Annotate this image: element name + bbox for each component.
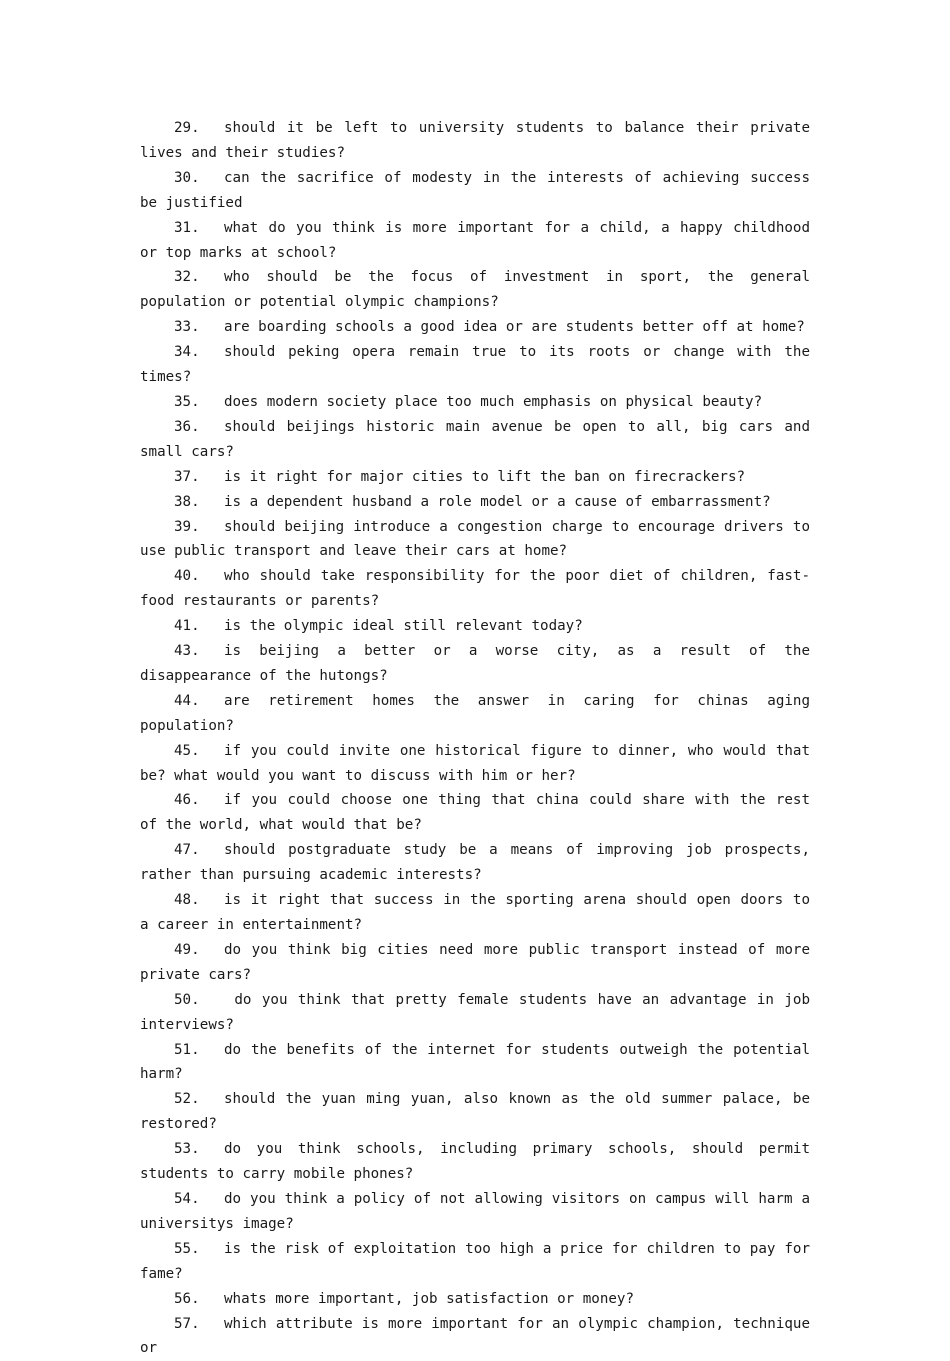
list-item: [140, 614, 810, 639]
item-number: 43.: [174, 639, 224, 664]
item-text: are retirement homes the answer in caring for chinas aging population?: [140, 693, 810, 734]
item-number: 55.: [174, 1237, 224, 1262]
item-text: is a dependent husband a role model or a cause of embarrassment?: [224, 494, 771, 510]
item-number: 37.: [174, 465, 224, 490]
item-text: which attribute is more important for an olympic champion, technique or: [140, 1316, 810, 1357]
list-item: [140, 315, 810, 340]
item-text: does modern society place too much emphasis on physical beauty?: [224, 394, 762, 410]
item-number: 36.: [174, 415, 224, 440]
list-item: [140, 216, 810, 266]
item-text: do you think a policy of not allowing visitors on campus will harm a universitys image?: [140, 1191, 810, 1232]
list-item: [140, 1312, 810, 1361]
list-item: [140, 888, 810, 938]
item-number: 52.: [174, 1087, 224, 1112]
item-number: 35.: [174, 390, 224, 415]
item-number: 50.: [174, 988, 224, 1013]
list-item: [140, 938, 810, 988]
item-number: 45.: [174, 739, 224, 764]
item-number: 51.: [174, 1038, 224, 1063]
item-text: is the olympic ideal still relevant today?: [224, 618, 583, 634]
item-text: do you think big cities need more public transport instead of more private cars?: [140, 942, 810, 983]
item-text: is it right that success in the sporting arena should open doors to a career in entertainment?: [140, 892, 810, 933]
item-number: 31.: [174, 216, 224, 241]
item-number: 49.: [174, 938, 224, 963]
item-number: 46.: [174, 788, 224, 813]
item-text: should the yuan ming yuan, also known as the old summer palace, be restored?: [140, 1091, 810, 1132]
list-item: [140, 515, 810, 565]
item-number: 57.: [174, 1312, 224, 1337]
item-number: 40.: [174, 564, 224, 589]
item-number: 33.: [174, 315, 224, 340]
item-text: who should take responsibility for the poor diet of children, fast-food restaurants or parents?: [140, 568, 810, 609]
item-number: 48.: [174, 888, 224, 913]
item-text: if you could invite one historical figure to dinner, who would that be? what would you want to discuss with him or her?: [140, 743, 810, 784]
document-page: [140, 116, 810, 1361]
item-number: 30.: [174, 166, 224, 191]
list-item: [140, 988, 810, 1038]
item-text: is beijing a better or a worse city, as a result of the disappearance of the hutongs?: [140, 643, 810, 684]
list-item: [140, 1187, 810, 1237]
list-item: [140, 465, 810, 490]
item-number: 56.: [174, 1287, 224, 1312]
list-item: [140, 564, 810, 614]
list-item: [140, 788, 810, 838]
item-text: can the sacrifice of modesty in the interests of achieving success be justified: [140, 170, 810, 211]
list-item: [140, 490, 810, 515]
list-item: [140, 340, 810, 390]
item-text: whats more important, job satisfaction or money?: [224, 1291, 634, 1307]
item-text: should it be left to university students to balance their private lives and their studies?: [140, 120, 810, 161]
item-text: are boarding schools a good idea or are students better off at home?: [224, 319, 805, 335]
item-text: if you could choose one thing that china could share with the rest of the world, what would that be?: [140, 792, 810, 833]
list-item: [140, 415, 810, 465]
item-text: is the risk of exploitation too high a price for children to pay for fame?: [140, 1241, 810, 1282]
item-text: should postgraduate study be a means of improving job prospects, rather than pursuing academic interests?: [140, 842, 810, 883]
item-number: 29.: [174, 116, 224, 141]
item-number: 53.: [174, 1137, 224, 1162]
item-number: 47.: [174, 838, 224, 863]
item-number: 54.: [174, 1187, 224, 1212]
item-number: 34.: [174, 340, 224, 365]
list-item: [140, 1137, 810, 1187]
list-item: [140, 116, 810, 166]
item-number: 39.: [174, 515, 224, 540]
item-text: do you think schools, including primary schools, should permit students to carry mobile phones?: [140, 1141, 810, 1182]
item-text: should beijing introduce a congestion charge to encourage drivers to use public transport and leave their cars at home?: [140, 519, 810, 560]
list-item: [140, 265, 810, 315]
item-number: 44.: [174, 689, 224, 714]
list-item: [140, 639, 810, 689]
item-text: who should be the focus of investment in sport, the general population or potential olympic champions?: [140, 269, 810, 310]
list-item: [140, 1087, 810, 1137]
list-item: [140, 166, 810, 216]
list-item: [140, 838, 810, 888]
list-item: [140, 689, 810, 739]
list-item: [140, 1287, 810, 1312]
item-text: is it right for major cities to lift the ban on firecrackers?: [224, 469, 745, 485]
item-text: do you think that pretty female students have an advantage in job interviews?: [140, 992, 810, 1033]
list-item: [140, 1038, 810, 1088]
item-text: do the benefits of the internet for students outweigh the potential harm?: [140, 1042, 810, 1083]
list-item: [140, 739, 810, 789]
list-item: [140, 390, 810, 415]
item-number: 41.: [174, 614, 224, 639]
item-text: should peking opera remain true to its roots or change with the times?: [140, 344, 810, 385]
item-number: 32.: [174, 265, 224, 290]
list-item: [140, 1237, 810, 1287]
item-text: should beijings historic main avenue be open to all, big cars and small cars?: [140, 419, 810, 460]
item-number: 38.: [174, 490, 224, 515]
item-text: what do you think is more important for a child, a happy childhood or top marks at school?: [140, 220, 810, 261]
